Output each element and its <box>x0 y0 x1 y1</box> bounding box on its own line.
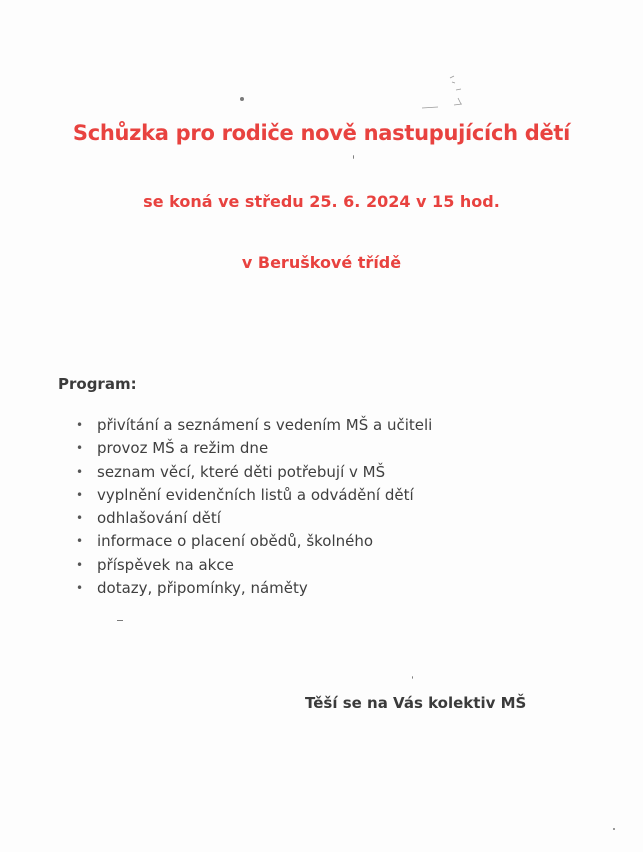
bullet-icon: • <box>76 511 84 526</box>
bullet-icon: • <box>76 464 84 479</box>
scan-speck <box>353 155 354 159</box>
notice-place-line: v Beruškové třídě <box>241 253 402 272</box>
list-item-text: přivítání a seznámení s vedením MŠ a učiteli <box>97 416 433 434</box>
list-item <box>72 577 432 600</box>
notice-title: Schůzka pro rodiče nově nastupujících dětí <box>72 121 571 145</box>
list-item <box>72 484 432 507</box>
bullet-icon: • <box>76 441 84 456</box>
list-item <box>72 414 432 437</box>
signature: Těší se na Vás kolektiv MŠ <box>305 694 527 712</box>
bullet-icon: • <box>76 581 84 596</box>
list-item-text: odhlašování dětí <box>97 509 221 528</box>
list-item-text: příspěvek na akce <box>97 555 234 574</box>
list-item-text: dotazy, připomínky, náměty <box>97 579 308 598</box>
list-item <box>72 437 432 460</box>
list-item-text: seznam věcí, které děti potřebují v MŠ <box>97 462 386 481</box>
list-item <box>72 530 432 553</box>
program-heading: Program: <box>58 375 137 393</box>
bullet-icon: • <box>76 557 84 572</box>
program-list <box>72 414 432 600</box>
list-item <box>72 554 432 577</box>
list-item-text: provoz MŠ a režim dne <box>97 439 269 458</box>
scan-speck <box>613 828 615 830</box>
list-item <box>72 461 432 484</box>
bullet-icon: • <box>76 534 84 549</box>
scan-scribble <box>420 72 470 112</box>
bullet-icon: • <box>76 487 84 502</box>
list-item-text: informace o placení obědů, školného <box>97 532 374 551</box>
scan-speck <box>117 620 123 621</box>
notice-date-line: se koná ve středu 25. 6. 2024 v 15 hod. <box>143 192 500 211</box>
list-item <box>72 507 432 530</box>
list-item-text: vyplnění evidenčních listů a odvádění dětí <box>97 485 414 504</box>
bullet-icon: • <box>76 418 84 432</box>
scan-speck <box>412 676 413 679</box>
scan-speck <box>240 97 244 101</box>
